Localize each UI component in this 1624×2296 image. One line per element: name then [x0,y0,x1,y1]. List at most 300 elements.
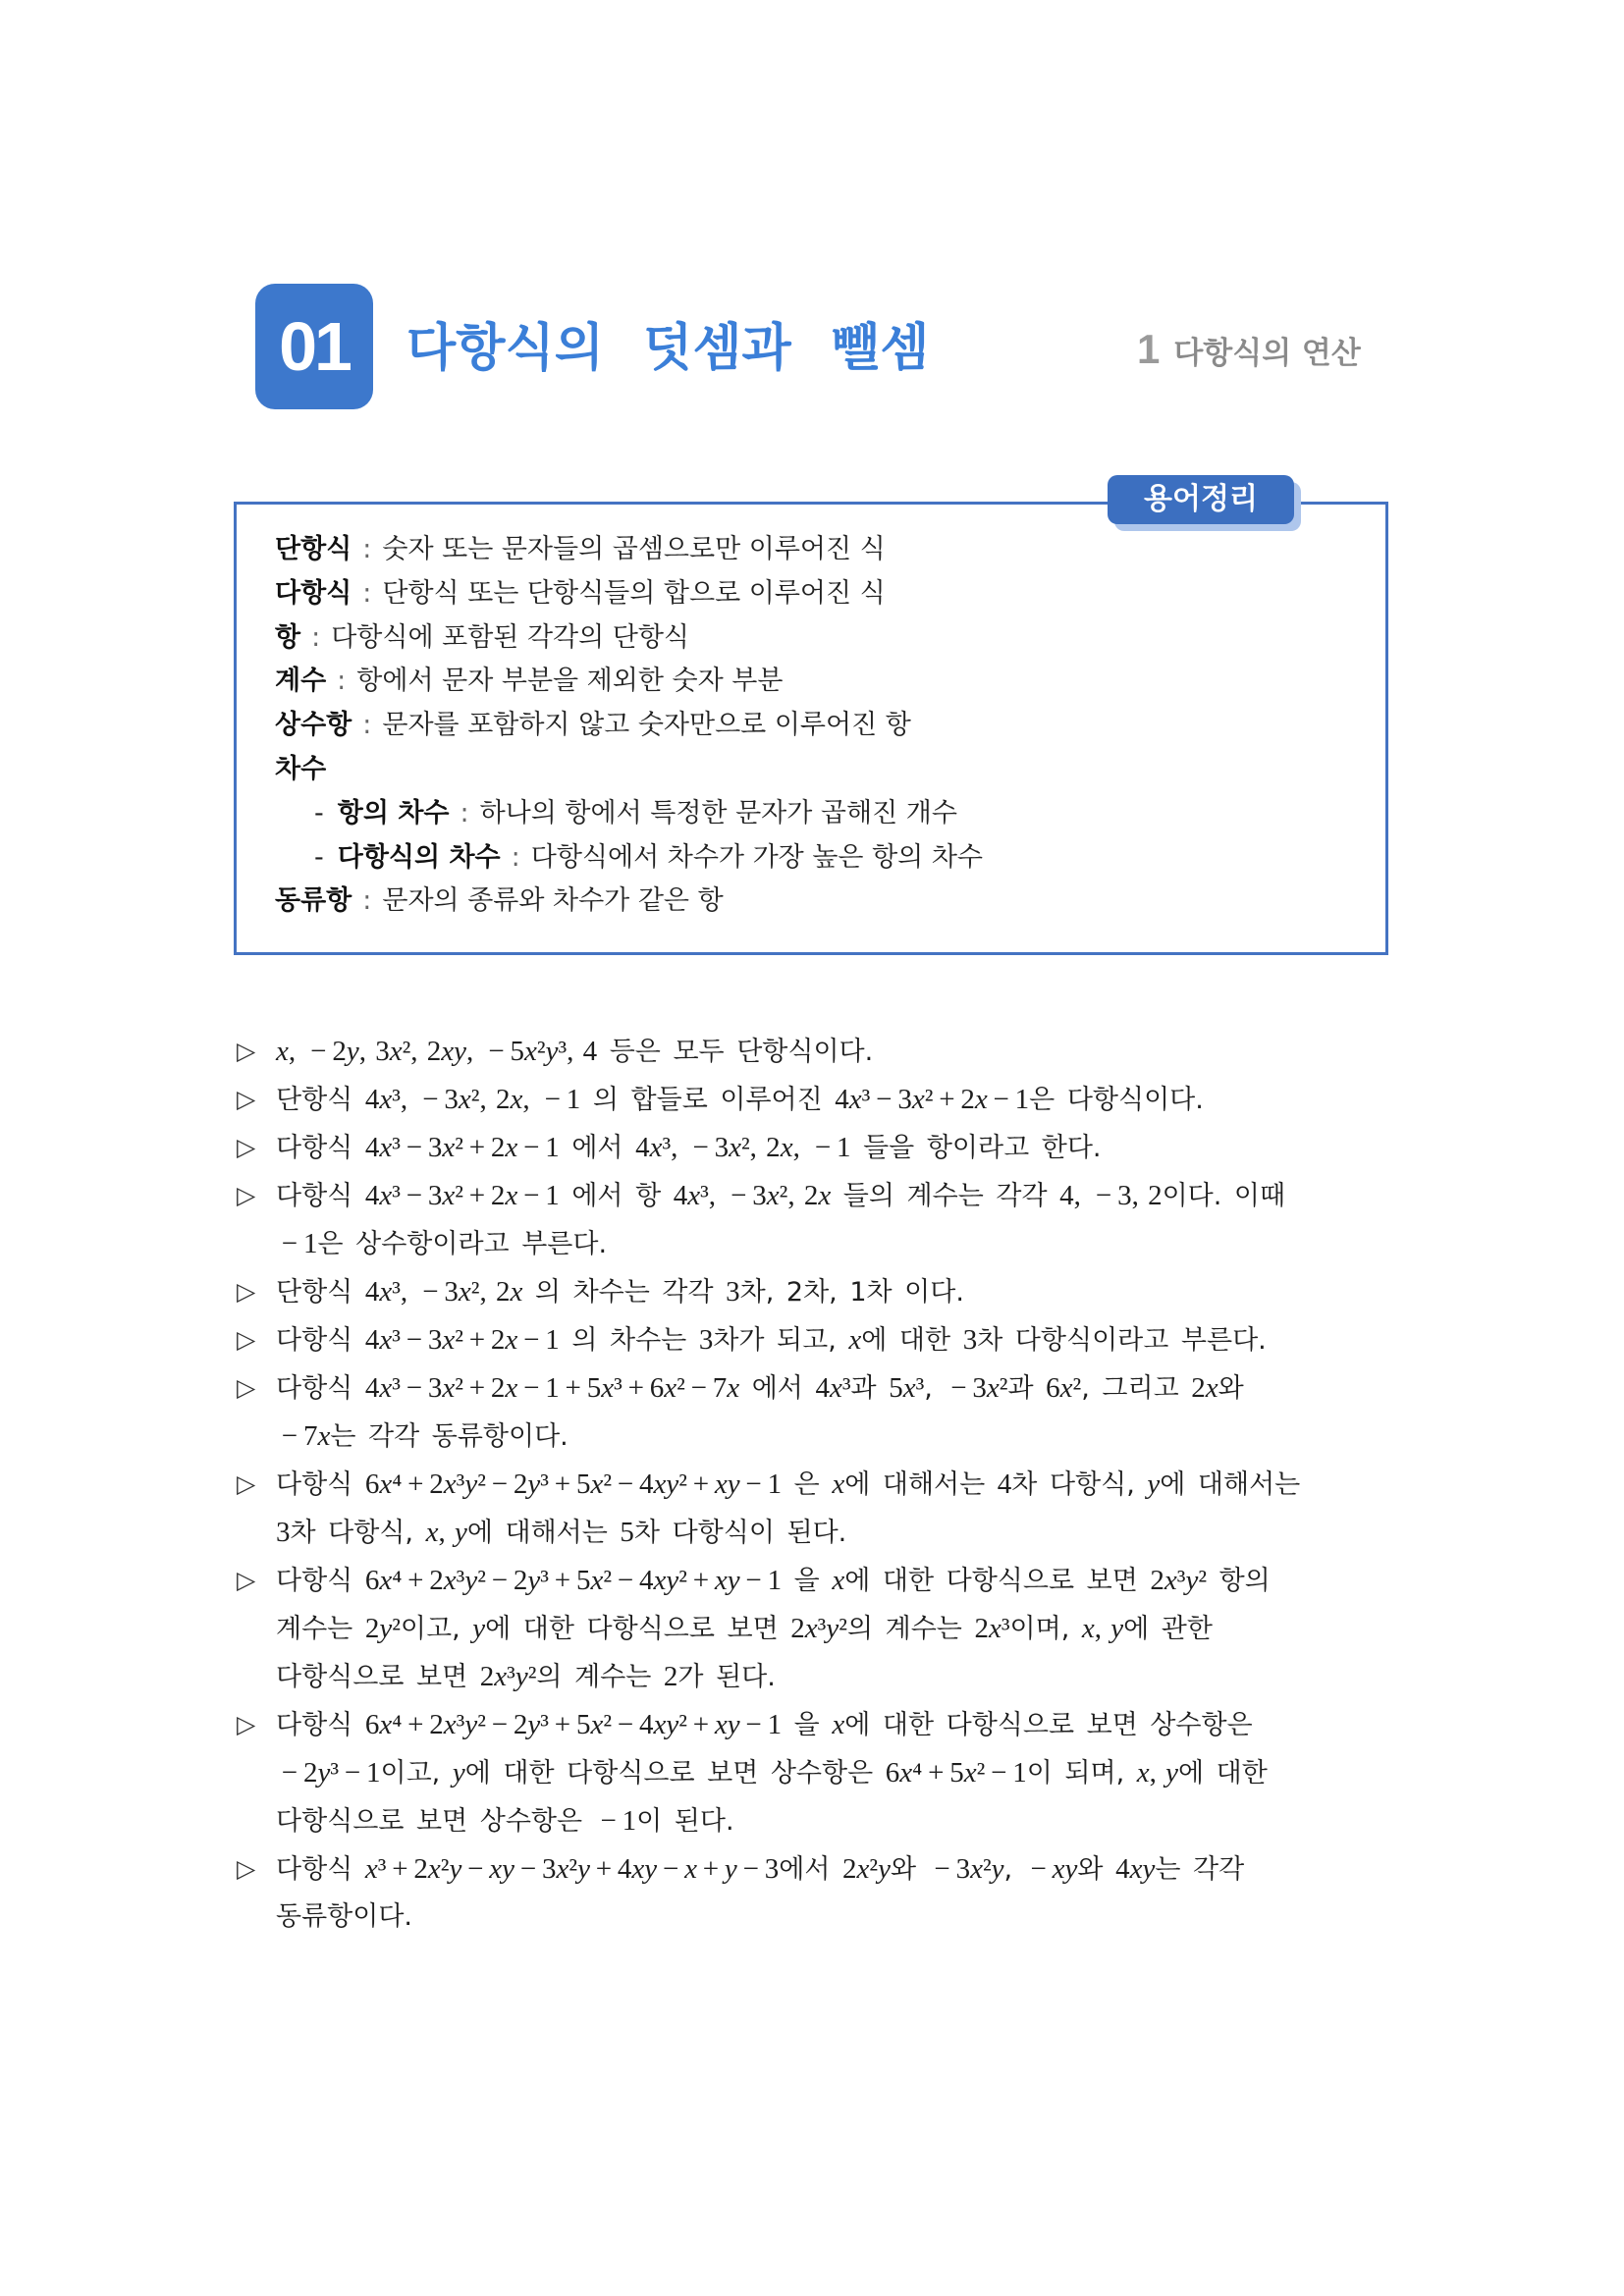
glossary-entry [275,660,1385,704]
chapter-label [1137,324,1361,375]
glossary-definition: 다항식에 포함된 각각의 단항식 [331,621,690,653]
math-expression: 4x³ − 3x² + 2x − 1 + 5x³ + 6x² − 7x [364,1372,740,1404]
math-variable: x [443,1709,457,1740]
math-expression: 3 [276,1517,291,1548]
math-expression: 6x⁴ + 2x³y² − 2y³ + 5x² − 4xy² + xy − 1 [364,1468,783,1500]
note-text: 다항식 [276,1133,365,1163]
math-expression: 4x³, − 3x², 2x, − 1 [364,1084,581,1115]
triangle-bullet-icon: ▷ [237,1469,256,1498]
note-text: 은 다항식이다. [1029,1085,1204,1115]
note-text: 과 [1007,1373,1047,1404]
math-variable: x [379,1276,393,1308]
math-variable: y [644,1853,658,1885]
glossary-tab [1108,475,1294,524]
math-variable: y [379,1613,393,1644]
math-operator: − [690,1372,707,1404]
math-variable: x [1052,1853,1065,1885]
note-text: 다항식으로 보면 상수항은 [276,1806,595,1837]
glossary-term: 동류항 [275,885,352,917]
math-expression: − 3x²y [934,1853,1004,1885]
note-line [276,1076,1395,1124]
note-text: 의 계수는 [846,1614,975,1644]
math-expression: − 1 [281,1228,318,1259]
math-expression: − 2y³ − 1 [281,1757,381,1789]
math-variable: y [724,1853,737,1885]
math-operator: − [544,1084,561,1115]
math-operator: + [407,1468,424,1500]
math-variable: x [653,1468,667,1500]
math-expression: 2 [663,1661,678,1692]
math-operator: − [281,1420,298,1452]
note-text: 들의 계수는 각각 [831,1181,1060,1211]
glossary-box [234,502,1388,955]
math-variable: y [1064,1853,1078,1885]
math-operator: + [468,1372,486,1404]
note-text: 단항식 [276,1277,365,1308]
math-operator: + [407,1565,424,1596]
math-variable: x [425,1517,439,1548]
math-operator: + [392,1853,408,1885]
math-expression: − 3x² [950,1372,1008,1404]
math-operator: − [1095,1180,1112,1211]
note-text: 에 대한 [861,1325,963,1356]
math-operator: + [468,1132,486,1163]
glossary-subentry [275,792,1385,836]
math-variable: y [577,1853,590,1885]
note-item [237,1845,1395,1941]
math-operator: − [523,1324,540,1356]
math-operator: − [814,1132,832,1163]
note-item [237,1461,1395,1557]
math-variable: y [727,1468,740,1500]
note-text: 의 계수는 [536,1662,664,1692]
math-variable: y [991,1853,1004,1885]
note-line [276,1509,1395,1557]
note-text: 다항식 [276,1181,365,1211]
math-variable: x [631,1853,645,1885]
math-variable: y [1110,1613,1124,1644]
math-variable: x [389,1036,403,1067]
note-line [276,1797,1395,1845]
math-operator: + [939,1084,955,1115]
math-expression [1025,1853,1078,1885]
math-variable: x [510,1276,523,1308]
note-line [276,1557,1395,1605]
math-operator: − [523,1132,540,1163]
math-variable: y [464,1709,478,1740]
note-text: 등은 모두 단항식이다. [597,1037,874,1067]
note-text: 에 대한 다항식으로 보면 [844,1566,1151,1596]
note-text: 이며, [1009,1614,1082,1644]
math-expression: x, y [1136,1757,1178,1789]
triangle-bullet-icon: ▷ [237,1277,256,1306]
math-variable: x [848,1084,862,1115]
math-expression: − 7x [281,1420,331,1452]
math-variable: x [848,1324,862,1356]
math-variable: x [902,1372,916,1404]
math-expression: 4xy [1115,1853,1156,1885]
math-expression: 4x³ − 3x² + 2x − 1 [835,1084,1030,1115]
math-expression: 4x³, − 3x², 2x, − 1 [635,1132,851,1163]
note-text: 은 [782,1469,833,1500]
math-variable: x [1129,1853,1143,1885]
section-number-badge [255,284,373,409]
note-line [276,1028,1395,1076]
math-variable: x [714,1468,728,1500]
math-variable: x [988,1613,1001,1644]
triangle-bullet-icon: ▷ [237,1566,256,1594]
triangle-bullet-icon: ▷ [237,1085,256,1113]
math-variable: x [832,1709,845,1740]
math-operator: + [595,1853,613,1885]
math-variable: x [653,1565,667,1596]
math-expression: 4 [997,1468,1012,1500]
math-variable: y [502,1853,515,1885]
math-operator: + [407,1709,424,1740]
note-text: 단항식 [276,1085,365,1115]
math-expression: 6x⁴ + 2x³y² − 2y³ + 5x² − 4xy² + xy − 1 [364,1565,783,1596]
note-text: 이 되며, [1026,1758,1137,1789]
note-text: 차 다항식이 된다. [633,1518,847,1548]
note-line [276,1124,1395,1172]
math-variable: y [666,1565,679,1596]
math-expression [832,1709,844,1740]
math-operator: + [554,1468,571,1500]
term-separator: : [362,534,372,564]
math-operator: − [1030,1853,1047,1885]
math-expression: x, y [1081,1613,1124,1644]
math-variable: x [1136,1757,1150,1789]
glossary-subentry [275,836,1385,881]
math-operator: − [523,1180,540,1211]
note-text: 에 대해서는 [466,1518,621,1548]
note-line [276,1172,1395,1220]
math-variable: y [666,1468,679,1500]
glossary-entry [275,748,1385,792]
note-text: 차, 2차, 1차 이다. [739,1277,964,1308]
glossary-term: 다항식 [275,577,352,609]
note-text: 다항식 [276,1469,365,1500]
glossary-definition: 다항식에서 차수가 가장 높은 항의 차수 [530,841,983,873]
notes-list [237,1028,1395,1941]
glossary-tab-label: 용어정리 [1144,482,1258,516]
note-text: 에 대한 다항식으로 보면 상수항은 [844,1710,1253,1740]
term-separator: : [362,577,372,609]
math-variable: x [379,1468,393,1500]
math-variable: x [766,1180,780,1211]
math-operator: + [554,1709,571,1740]
glossary-term: 차수 [275,753,327,784]
math-expression: 6x² [1046,1372,1082,1404]
note-text: 다항식 [276,1854,365,1885]
note-text: 의 차수는 각각 [522,1277,727,1308]
math-operator: + [692,1565,710,1596]
math-variable: x [1164,1565,1177,1596]
math-variable: x [458,1084,471,1115]
math-variable: y [826,1613,839,1644]
glossary-definition: 단항식 또는 단항식들의 합으로 이루어진 식 [382,577,886,609]
math-operator: − [523,1372,540,1404]
math-expression [472,1613,485,1644]
math-operator: − [491,1468,509,1500]
math-variable: y [527,1565,541,1596]
section-number: 01 [279,308,350,385]
note-line [276,1268,1395,1316]
math-operator: − [406,1324,423,1356]
note-text: , 그리고 [1081,1373,1192,1404]
math-variable: y [666,1709,679,1740]
term-separator: : [362,710,372,741]
math-variable: x [379,1565,393,1596]
math-variable: y [514,1661,528,1692]
math-variable: x [714,1709,728,1740]
math-operator: − [617,1468,634,1500]
note-text: 에 관한 [1123,1614,1213,1644]
math-operator: + [928,1757,945,1789]
math-variable: x [379,1180,393,1211]
term-separator: : [460,797,469,828]
math-operator: − [422,1084,439,1115]
math-expression [832,1468,844,1500]
note-line [276,1845,1395,1894]
math-expression: 4, − 3, 2 [1059,1180,1163,1211]
math-expression [832,1565,844,1596]
math-variable: x [505,1180,518,1211]
note-text: 차 다항식, [290,1518,426,1548]
math-variable: y [878,1853,891,1885]
note-text: 가 된다. [677,1662,776,1692]
math-variable: y [545,1036,559,1067]
math-variable: x [441,1036,455,1067]
math-operator: − [488,1036,505,1067]
math-variable: y [464,1468,478,1500]
note-item [237,1124,1395,1172]
math-variable: x [1205,1372,1218,1404]
math-variable: x [379,1709,393,1740]
math-variable: x [986,1372,1000,1404]
math-variable: x [443,1468,457,1500]
note-text: 는 각각 동류항이다. [330,1421,568,1452]
math-expression: 3 [726,1276,740,1308]
math-operator: − [422,1276,439,1308]
math-operator: − [950,1372,967,1404]
chapter-number: 1 [1137,326,1161,372]
subentry-marker: - [314,841,324,873]
math-variable: x [590,1709,604,1740]
glossary-definition: 문자의 종류와 차수가 같은 항 [382,885,724,917]
triangle-bullet-icon: ▷ [237,1133,256,1161]
math-expression: 2y² [364,1613,401,1644]
triangle-bullet-icon: ▷ [237,1181,256,1209]
note-text: 과 [850,1373,890,1404]
note-line [276,1605,1395,1653]
math-variable: x [684,1853,697,1885]
note-text: 는 각각 [1155,1854,1245,1885]
note-text: 이다. 이때 [1162,1181,1286,1211]
math-operator: − [991,1757,1007,1789]
math-expression: 2x³ [974,1613,1010,1644]
math-variable: y [1147,1468,1161,1500]
glossary-entry [275,528,1385,572]
math-expression: − 1 [600,1805,637,1837]
math-operator: − [993,1084,1009,1115]
math-operator: + [468,1324,486,1356]
note-text: 다항식 [276,1373,365,1404]
math-expression: 4x³ − 3x² + 2x − 1 [364,1180,560,1211]
glossary-definition: 문자를 포함하지 않고 숫자만으로 이루어진 항 [382,710,911,741]
math-variable: y [527,1468,541,1500]
note-text: 와 [1077,1854,1116,1885]
triangle-bullet-icon: ▷ [237,1037,256,1065]
math-variable: y [317,1757,331,1789]
note-text: 에 대해서는 [1160,1469,1301,1500]
note-text: 차 다항식, [1011,1469,1148,1500]
math-operator: − [344,1757,361,1789]
note-line [276,1461,1395,1509]
note-text: 의 차수는 [559,1325,699,1356]
math-variable: x [601,1372,615,1404]
math-expression [1147,1468,1160,1500]
note-line [276,1364,1395,1413]
note-line [276,1316,1395,1364]
subentry-marker: - [314,797,324,828]
glossary-term: 항의 차수 [337,797,450,828]
math-operator: − [692,1132,709,1163]
page-title: 다항식의 덧셈과 뺄셈 [406,319,930,378]
math-expression: 3 [962,1324,978,1356]
note-text: 을 [782,1710,833,1740]
math-variable: x [1059,1372,1073,1404]
math-variable: y [727,1565,740,1596]
triangle-bullet-icon: ▷ [237,1325,256,1354]
math-variable: x [489,1853,503,1885]
note-line [276,1653,1395,1701]
note-text: 다항식 [276,1710,365,1740]
glossary-definition: 숫자 또는 문자들의 곱셈으로만 이루어진 식 [382,534,886,564]
math-operator: + [565,1372,581,1404]
math-variable: x [494,1661,508,1692]
math-expression: 5x³ [889,1372,925,1404]
term-separator: : [311,621,321,653]
math-variable: x [832,1468,845,1500]
math-variable: y [472,1613,486,1644]
math-variable: x [442,1132,456,1163]
note-text: 차 다항식이라고 부른다. [977,1325,1267,1356]
triangle-bullet-icon: ▷ [237,1854,256,1883]
math-variable: y [449,1853,462,1885]
math-variable: y [727,1709,740,1740]
math-variable: x [729,1132,741,1163]
triangle-bullet-icon: ▷ [237,1373,256,1402]
note-text: , [924,1373,946,1404]
math-variable: x [379,1324,393,1356]
glossary-entry [275,880,1385,924]
math-operator: − [406,1372,423,1404]
note-line [276,1701,1395,1749]
term-separator: : [511,841,520,873]
math-expression: 2x³y² [479,1661,537,1692]
note-text: 동류항이다. [276,1901,412,1932]
math-variable: x [714,1565,728,1596]
note-text: 들을 항이라고 한다. [850,1133,1102,1163]
math-variable: x [523,1036,537,1067]
math-variable: x [505,1324,518,1356]
chapter-title: 다항식의 연산 [1173,336,1361,371]
math-expression: x³ + 2x²y − xy − 3x²y + 4xy − x + y − 3 [364,1853,780,1885]
note-line [276,1894,1395,1941]
math-variable: x [379,1084,393,1115]
note-item [237,1557,1395,1701]
glossary-entry [275,572,1385,616]
math-expression: 2x [1191,1372,1218,1404]
note-text: , [1003,1854,1025,1885]
note-text: 에서 항 [559,1181,674,1211]
math-operator: − [745,1565,762,1596]
math-variable: x [556,1853,569,1885]
math-variable: x [505,1132,518,1163]
math-operator: − [876,1084,893,1115]
math-operator: − [617,1565,634,1596]
math-variable: x [364,1853,378,1885]
term-separator: : [337,666,347,697]
math-variable: x [317,1420,331,1452]
math-variable: x [974,1084,988,1115]
note-item [237,1364,1395,1461]
note-item [237,1076,1395,1124]
math-expression: 4x³, − 3x², 2x [364,1276,523,1308]
math-operator: − [310,1036,327,1067]
note-item [237,1268,1395,1316]
math-variable: y [1185,1565,1199,1596]
math-variable: x [899,1757,913,1789]
note-text: 을 [782,1566,833,1596]
note-line [276,1749,1395,1797]
math-operator: − [617,1709,634,1740]
glossary-term: 상수항 [275,710,352,741]
math-operator: − [491,1565,509,1596]
math-operator: − [745,1709,762,1740]
glossary-definition: 항에서 문자 부분을 제외한 숫자 부분 [356,666,784,697]
math-operator: − [519,1853,537,1885]
note-text: 이 된다. [636,1806,734,1837]
math-expression: 2x³y² [1150,1565,1208,1596]
note-text: 에 대한 [1178,1758,1268,1789]
math-operator: + [692,1468,710,1500]
math-variable: x [829,1372,842,1404]
math-expression: 6x⁴ + 5x² − 1 [885,1757,1027,1789]
math-operator: − [281,1228,298,1259]
note-text: 에서 [559,1133,636,1163]
note-item [237,1701,1395,1845]
math-variable: x [780,1132,793,1163]
note-text: 다항식 [276,1566,365,1596]
note-item [237,1172,1395,1268]
note-text: 에 대해서는 [844,1469,998,1500]
note-text: 에 대한 다항식으로 보면 [485,1614,791,1644]
math-operator: − [281,1757,298,1789]
glossary-definition: 하나의 항에서 특정한 문자가 곱해진 개수 [479,797,957,828]
note-text: 의 합들로 이루어진 [580,1085,836,1115]
math-variable: x [458,1276,471,1308]
math-operator: + [627,1372,644,1404]
glossary-entry [275,616,1385,661]
math-variable: y [454,1517,467,1548]
note-text: 항의 [1207,1566,1271,1596]
math-variable: x [590,1468,604,1500]
math-variable: x [664,1372,677,1404]
math-variable: x [276,1036,289,1067]
math-variable: x [443,1565,457,1596]
